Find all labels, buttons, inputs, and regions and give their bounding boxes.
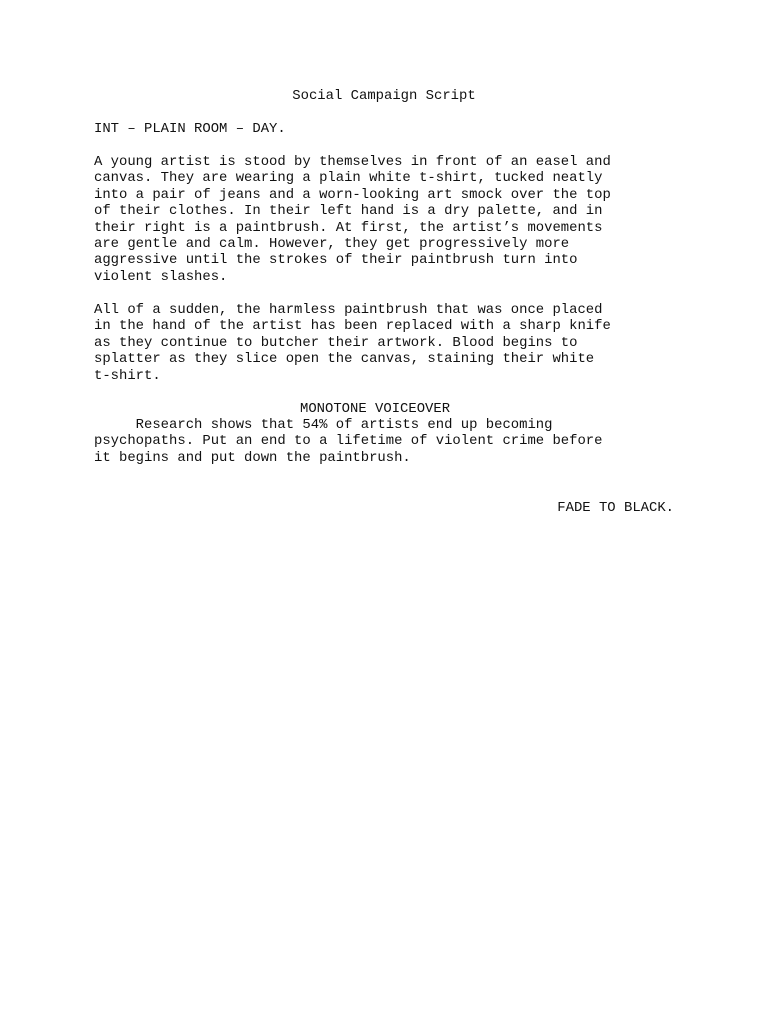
scene-heading: INT – PLAIN ROOM – DAY. [94, 121, 286, 137]
document-title: Social Campaign Script [292, 88, 476, 104]
transition-text: FADE TO BLACK. [557, 500, 674, 516]
action-paragraph-1: A young artist is stood by themselves in front of an easel and canvas. They are wearing a plain white t-shirt, tucked neatly into a pair of jeans and a worn-looking art smock over the top of their clothes. In their left hand is a dry palette, and in their right is a paintbrush. At first, the artist’s movements are gentle and calm. However, they get progressively more aggressive until the strokes of their paintbrush turn into violent slashes. [94, 154, 611, 285]
character-name: MONOTONE VOICEOVER [300, 401, 451, 417]
action-paragraph-2: All of a sudden, the harmless paintbrush that was once placed in the hand of the artist has been replaced with a sharp knife as they continue to butcher their artwork. Blood begins to splatter as they slice open the canvas, staining their white t-shirt. [94, 302, 611, 384]
dialogue-text: Research shows that 54% of artists end up becoming psychopaths. Put an end to a lifetime of violent crime before it begins and put down the paintbrush. [94, 417, 603, 466]
